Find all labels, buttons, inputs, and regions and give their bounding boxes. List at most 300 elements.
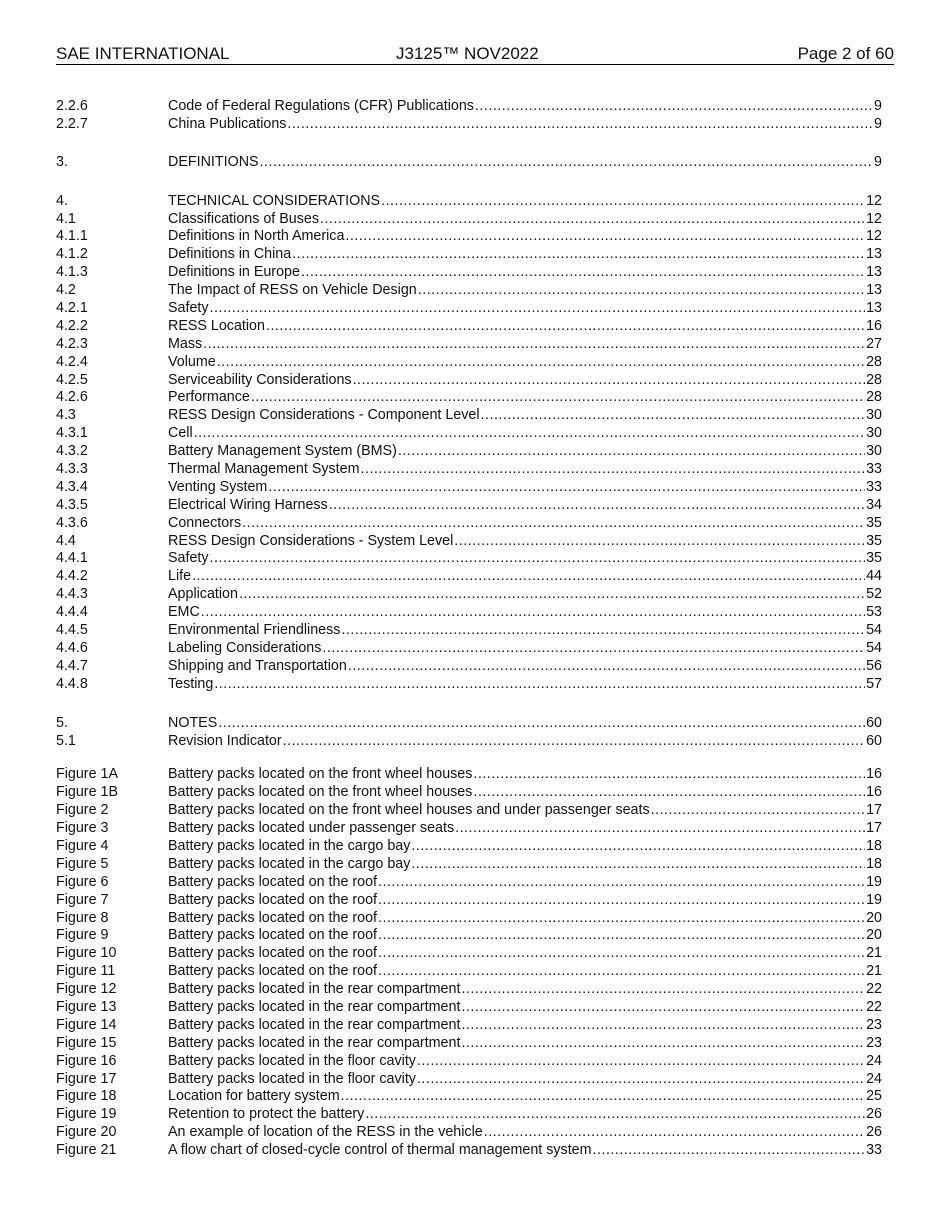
toc-entry-page: 53 (866, 604, 882, 621)
toc-entry-page: 22 (866, 981, 882, 998)
toc-entry-number: Figure 4 (56, 837, 109, 854)
toc-entry-title-wrap (168, 425, 865, 443)
toc-group (56, 766, 882, 1160)
toc-entry-title-wrap (168, 354, 865, 372)
dot-leader (651, 802, 865, 820)
toc-entry[interactable] (56, 622, 882, 640)
toc-entry-title-wrap (168, 1142, 865, 1160)
toc-entry-title-wrap (168, 389, 865, 407)
dot-leader (214, 676, 865, 694)
toc-entry-title: Labeling Considerations (168, 639, 322, 656)
toc-entry[interactable] (56, 1124, 882, 1142)
toc-entry-page: 12 (866, 192, 882, 209)
toc-entry-title-wrap (168, 802, 865, 820)
toc-entry-title: Battery packs located in the floor cavity (168, 1052, 416, 1069)
toc-entry-page: 21 (866, 945, 882, 962)
toc-entry-title-wrap (168, 622, 865, 640)
dot-leader (217, 354, 865, 372)
toc-entry-title-wrap (168, 766, 865, 784)
toc-entry-number: 4.4.4 (56, 604, 88, 621)
toc-entry-page: 19 (866, 873, 882, 890)
toc-entry-title-wrap (168, 604, 865, 622)
toc-entry-title-wrap (168, 264, 865, 282)
toc-entry-title-wrap (168, 372, 865, 390)
toc-entry-page: 16 (866, 784, 882, 801)
toc-entry-number: Figure 9 (56, 927, 109, 944)
toc-entry-title-wrap (168, 676, 865, 694)
toc-entry-number: 4.4.2 (56, 568, 88, 585)
toc-entry-title: EMC (168, 604, 200, 621)
toc-entry[interactable] (56, 425, 882, 443)
toc-entry-title-wrap (168, 568, 865, 586)
toc-entry[interactable] (56, 533, 882, 551)
toc-entry-title-wrap (168, 479, 865, 497)
toc-entry-title-wrap (168, 586, 865, 604)
toc-entry-page: 12 (866, 228, 882, 245)
toc-entry[interactable] (56, 443, 882, 461)
toc-entry[interactable] (56, 586, 882, 604)
toc-entry-number: Figure 19 (56, 1106, 117, 1123)
toc-entry-page: 54 (866, 639, 882, 656)
toc-entry-page: 25 (866, 1088, 882, 1105)
dot-leader (341, 622, 865, 640)
toc-entry-title: The Impact of RESS on Vehicle Design (168, 282, 417, 299)
dot-leader (329, 497, 865, 515)
toc-entry-title: Safety (168, 300, 209, 317)
toc-entry-page: 17 (866, 820, 882, 837)
dot-leader (203, 336, 865, 354)
toc-entry-number: 4.2.4 (56, 353, 88, 370)
toc-entry-number: 4.2.2 (56, 317, 88, 334)
toc-entry[interactable] (56, 892, 882, 910)
toc-entry-title: Battery packs located on the roof (168, 945, 378, 962)
toc-entry[interactable] (56, 874, 882, 892)
toc-entry-number: Figure 12 (56, 981, 117, 998)
toc-entry-title-wrap (168, 733, 865, 751)
toc-entry[interactable] (56, 676, 882, 694)
toc-entry-number: Figure 17 (56, 1070, 117, 1087)
toc-entry-title-wrap (168, 1035, 865, 1053)
toc-entry-title: Shipping and Transportation (168, 657, 347, 674)
dot-leader (251, 389, 865, 407)
toc-entry-number: 2.2.7 (56, 115, 88, 132)
toc-entry[interactable] (56, 193, 882, 211)
dot-leader (292, 246, 865, 264)
toc-entry[interactable] (56, 927, 882, 945)
toc-entry-number: Figure 6 (56, 873, 109, 890)
toc-entry-number: 5.1 (56, 732, 76, 749)
toc-entry-number: Figure 1A (56, 766, 118, 783)
toc-entry-number: 2.2.6 (56, 98, 88, 114)
toc-entry[interactable] (56, 407, 882, 425)
toc-entry-title-wrap (168, 211, 865, 229)
dot-leader (322, 640, 865, 658)
toc-entry-title: RESS Design Considerations - System Level (168, 532, 454, 549)
toc-entry-title: Battery packs located under passenger seats (168, 820, 455, 837)
dot-leader (260, 154, 873, 172)
toc-entry[interactable] (56, 1142, 882, 1160)
toc-entry[interactable] (56, 497, 882, 515)
toc-entry-number: 4.2.6 (56, 389, 88, 406)
toc-entry-number: 4.3.5 (56, 496, 88, 513)
dot-leader (218, 715, 865, 733)
toc-entry-page: 24 (866, 1052, 882, 1069)
dot-leader (283, 733, 865, 751)
toc-entry-title-wrap (168, 1088, 865, 1106)
toc-entry-title-wrap (168, 999, 865, 1017)
toc-entry-number: Figure 1B (56, 784, 118, 801)
dot-leader (461, 1017, 865, 1035)
toc-entry[interactable] (56, 98, 882, 116)
dot-leader (378, 945, 865, 963)
toc-entry-page: 13 (866, 264, 882, 281)
toc-entry[interactable] (56, 1017, 882, 1035)
toc-entry-title-wrap (168, 945, 865, 963)
toc-entry-page: 57 (866, 675, 882, 692)
toc-entry-title: Application (168, 586, 238, 603)
dot-leader (378, 874, 865, 892)
dot-leader (287, 116, 873, 134)
dot-leader (361, 461, 866, 479)
toc-entry[interactable] (56, 1071, 882, 1089)
toc-entry-title: Battery packs located on the front wheel houses (168, 766, 473, 783)
toc-entry[interactable] (56, 910, 882, 928)
toc-entry-number: 4. (56, 192, 68, 209)
toc-entry-number: Figure 10 (56, 945, 117, 962)
toc-entry-title: An example of location of the RESS in the vehicle (168, 1124, 483, 1141)
toc-entry-title: Safety (168, 550, 209, 567)
toc-entry-title: Code of Federal Regulations (CFR) Publications (168, 98, 474, 114)
toc-entry[interactable] (56, 568, 882, 586)
toc-entry[interactable] (56, 550, 882, 568)
toc-entry-title: Battery packs located on the front wheel houses and under passenger seats (168, 802, 650, 819)
toc-entry-page: 30 (866, 407, 882, 424)
toc-entry[interactable] (56, 658, 882, 676)
toc-entry[interactable] (56, 264, 882, 282)
page-number: Page 2 of 60 (797, 44, 894, 63)
toc-entry-title-wrap (168, 838, 865, 856)
toc-entry-page: 33 (866, 478, 882, 495)
toc-entry-page: 56 (866, 657, 882, 674)
toc-entry-title-wrap (168, 1053, 865, 1071)
toc-entry-title-wrap (168, 1071, 865, 1089)
toc-entry-title: Battery packs located in the rear compartment (168, 981, 461, 998)
toc-entry-page: 9 (874, 153, 882, 170)
dot-leader (378, 892, 865, 910)
dot-leader (455, 820, 865, 838)
dot-leader (353, 372, 866, 390)
toc-entry-page: 33 (866, 461, 882, 478)
toc-entry[interactable] (56, 282, 882, 300)
toc-entry-page: 30 (866, 425, 882, 442)
toc-entry[interactable] (56, 354, 882, 372)
toc-entry-number: Figure 3 (56, 820, 109, 837)
toc-group (56, 193, 882, 694)
dot-leader (411, 856, 865, 874)
toc-entry-number: 4.3.2 (56, 443, 88, 460)
toc-entry[interactable] (56, 838, 882, 856)
toc-entry[interactable] (56, 336, 882, 354)
toc-entry-title: Battery packs located in the cargo bay (168, 855, 411, 872)
toc-entry-title: Battery packs located on the roof (168, 927, 378, 944)
toc-entry-title-wrap (168, 1017, 865, 1035)
toc-entry[interactable] (56, 461, 882, 479)
toc-entry-number: Figure 7 (56, 891, 109, 908)
dot-leader (210, 300, 866, 318)
toc-entry-title-wrap (168, 533, 865, 551)
toc-entry-title-wrap (168, 443, 865, 461)
dot-leader (201, 604, 865, 622)
dot-leader (266, 318, 865, 336)
toc-group (56, 715, 882, 751)
toc-entry[interactable] (56, 479, 882, 497)
toc-entry[interactable] (56, 372, 882, 390)
toc-entry[interactable] (56, 945, 882, 963)
toc-entry-title: Testing (168, 675, 214, 692)
toc-entry-page: 20 (866, 909, 882, 926)
toc-entry-page: 34 (866, 496, 882, 513)
toc-entry-page: 23 (866, 1016, 882, 1033)
toc-entry-title-wrap (168, 461, 865, 479)
toc-entry-title-wrap (168, 300, 865, 318)
toc-entry-page: 35 (866, 550, 882, 567)
toc-entry-title: Connectors (168, 514, 242, 531)
dot-leader (345, 228, 865, 246)
toc-entry[interactable] (56, 856, 882, 874)
toc-entry-number: 4.3.6 (56, 514, 88, 531)
toc-entry-title-wrap (168, 1124, 865, 1142)
toc-entry-title-wrap (168, 228, 865, 246)
toc-entry-number: Figure 14 (56, 1016, 117, 1033)
toc-entry-title-wrap (168, 1106, 865, 1124)
dot-leader (461, 1035, 865, 1053)
dot-leader (242, 515, 865, 533)
toc-entry[interactable] (56, 604, 882, 622)
toc-entry-page: 20 (866, 927, 882, 944)
toc-entry[interactable] (56, 389, 882, 407)
toc-entry[interactable] (56, 766, 882, 784)
toc-entry-title: Battery packs located on the roof (168, 873, 378, 890)
toc-entry-title: RESS Location (168, 317, 265, 334)
toc-group (56, 154, 882, 172)
toc-entry[interactable] (56, 784, 882, 802)
toc-entry-number: Figure 18 (56, 1088, 117, 1105)
toc-entry-title: TECHNICAL CONSIDERATIONS (168, 192, 381, 209)
toc-entry-title-wrap (168, 658, 865, 676)
toc-entry-page: 60 (866, 732, 882, 749)
toc-entry-title: Definitions in China (168, 246, 292, 263)
toc-entry-page: 18 (866, 855, 882, 872)
dot-leader (378, 927, 865, 945)
toc-entry[interactable] (56, 733, 882, 751)
toc-entry-page: 16 (866, 317, 882, 334)
toc-entry-title: Electrical Wiring Harness (168, 496, 328, 513)
toc-entry[interactable] (56, 981, 882, 999)
toc-entry-page: 28 (866, 353, 882, 370)
toc-entry[interactable] (56, 318, 882, 336)
toc-entry-page: 23 (866, 1034, 882, 1051)
toc-entry-title: Battery packs located in the rear compartment (168, 998, 461, 1015)
toc-entry[interactable] (56, 963, 882, 981)
toc-entry-page: 28 (866, 371, 882, 388)
toc-entry-number: 4.1.3 (56, 264, 88, 281)
toc-entry[interactable] (56, 1035, 882, 1053)
toc-entry-page: 44 (866, 568, 882, 585)
toc-entry-title-wrap (168, 550, 865, 568)
toc-entry[interactable] (56, 1053, 882, 1071)
dot-leader (484, 1124, 865, 1142)
toc-entry-number: Figure 21 (56, 1142, 117, 1159)
toc-entry-number: Figure 11 (56, 963, 116, 980)
toc-entry[interactable] (56, 246, 882, 264)
dot-leader (417, 1053, 865, 1071)
toc-entry-number: 4.3.3 (56, 461, 88, 478)
dot-leader (473, 766, 865, 784)
toc-entry-page: 9 (874, 98, 882, 114)
dot-leader (210, 550, 866, 568)
table-of-contents (56, 98, 882, 1160)
toc-entry-number: 4.1.2 (56, 246, 88, 263)
toc-entry-page: 12 (866, 210, 882, 227)
toc-entry-number: 4.4.1 (56, 550, 88, 567)
toc-entry-title-wrap (168, 336, 865, 354)
toc-entry[interactable] (56, 515, 882, 533)
dot-leader (239, 586, 865, 604)
dot-leader (194, 425, 865, 443)
toc-entry-title-wrap (168, 910, 865, 928)
toc-entry-title: Performance (168, 389, 250, 406)
toc-entry[interactable] (56, 802, 882, 820)
dot-leader (475, 98, 873, 116)
toc-entry-number: 4.4.7 (56, 657, 88, 674)
toc-entry-page: 19 (866, 891, 882, 908)
toc-entry[interactable] (56, 211, 882, 229)
toc-entry-page: 52 (866, 586, 882, 603)
publisher-name: SAE INTERNATIONAL (56, 44, 230, 63)
toc-entry-number: 4.3.4 (56, 478, 88, 495)
toc-entry-title: Classifications of Buses (168, 210, 319, 227)
toc-entry-number: 4.4.8 (56, 675, 88, 692)
toc-entry-title-wrap (168, 497, 865, 515)
toc-entry-title: Battery packs located in the cargo bay (168, 837, 411, 854)
toc-entry[interactable] (56, 1106, 882, 1124)
dot-leader (461, 999, 865, 1017)
toc-entry-title-wrap (168, 981, 865, 999)
toc-entry-title-wrap (168, 407, 865, 425)
toc-entry-number: Figure 13 (56, 998, 117, 1015)
toc-entry-number: 4.1.1 (56, 228, 88, 245)
toc-entry-number: 4.4.5 (56, 622, 88, 639)
toc-entry-page: 13 (866, 282, 882, 299)
toc-entry-title: Cell (168, 425, 193, 442)
toc-entry-title: A flow chart of closed-cycle control of thermal management system (168, 1142, 592, 1159)
toc-entry[interactable] (56, 116, 882, 134)
toc-entry-title: Venting System (168, 478, 268, 495)
toc-entry-number: 4.4.3 (56, 586, 88, 603)
toc-entry-title: Battery packs located on the roof (168, 963, 378, 980)
toc-entry-page: 13 (866, 246, 882, 263)
toc-entry-page: 26 (866, 1106, 882, 1123)
dot-leader (481, 407, 866, 425)
dot-leader (301, 264, 865, 282)
toc-entry[interactable] (56, 640, 882, 658)
toc-entry-title: DEFINITIONS (168, 153, 259, 170)
dot-leader (378, 963, 865, 981)
toc-entry-number: Figure 20 (56, 1124, 117, 1141)
toc-entry-number: 4.4.6 (56, 639, 88, 656)
toc-entry-number: 4.3.1 (56, 425, 88, 442)
dot-leader (473, 784, 865, 802)
toc-group (56, 98, 882, 134)
toc-entry-page: 35 (866, 532, 882, 549)
toc-entry-title: Mass (168, 335, 203, 352)
toc-entry-title: Battery packs located on the roof (168, 891, 378, 908)
toc-entry-number: 4.2.1 (56, 300, 88, 317)
dot-leader (268, 479, 865, 497)
toc-entry-page: 21 (866, 963, 882, 980)
toc-entry-title-wrap (168, 856, 865, 874)
toc-entry-title: NOTES (168, 714, 218, 731)
toc-entry[interactable] (56, 1088, 882, 1106)
toc-entry-title: Environmental Friendliness (168, 622, 341, 639)
dot-leader (381, 193, 865, 211)
toc-entry-title-wrap (168, 874, 865, 892)
toc-entry-title-wrap (168, 927, 865, 945)
dot-leader (593, 1142, 866, 1160)
toc-entry[interactable] (56, 228, 882, 246)
dot-leader (398, 443, 865, 461)
toc-entry-page: 54 (866, 622, 882, 639)
toc-entry-page: 17 (866, 802, 882, 819)
toc-entry-number: 4.1 (56, 210, 76, 227)
toc-entry[interactable] (56, 820, 882, 838)
toc-entry-title: Retention to protect the battery (168, 1106, 365, 1123)
toc-entry-number: 3. (56, 153, 68, 170)
toc-entry[interactable] (56, 300, 882, 318)
toc-entry-title: RESS Design Considerations - Component Level (168, 407, 480, 424)
toc-entry-number: Figure 2 (56, 802, 109, 819)
toc-entry-title-wrap (168, 892, 865, 910)
toc-entry-title: Definitions in Europe (168, 264, 300, 281)
toc-entry-number: 4.2 (56, 282, 76, 299)
toc-entry-page: 18 (866, 837, 882, 854)
toc-entry-page: 30 (866, 443, 882, 460)
toc-entry-title: Battery Management System (BMS) (168, 443, 397, 460)
toc-entry-title: Volume (168, 353, 216, 370)
toc-entry[interactable] (56, 999, 882, 1017)
dot-leader (341, 1088, 865, 1106)
toc-entry-title-wrap (168, 515, 865, 533)
toc-entry-title-wrap (168, 154, 873, 172)
dot-leader (365, 1106, 865, 1124)
toc-entry-title-wrap (168, 820, 865, 838)
toc-entry-title: Battery packs located in the rear compartment (168, 1034, 461, 1051)
toc-entry-number: Figure 5 (56, 855, 109, 872)
toc-entry-title: Serviceability Considerations (168, 371, 352, 388)
toc-entry-number: Figure 15 (56, 1034, 117, 1051)
toc-entry-title: China Publications (168, 115, 287, 132)
toc-entry-number: 4.3 (56, 407, 76, 424)
toc-entry-number: Figure 16 (56, 1052, 117, 1069)
toc-entry-page: 33 (866, 1142, 882, 1159)
toc-entry-title: Location for battery system (168, 1088, 340, 1105)
toc-entry[interactable] (56, 154, 882, 172)
toc-entry[interactable] (56, 715, 882, 733)
toc-entry-title-wrap (168, 318, 865, 336)
toc-entry-page: 13 (866, 300, 882, 317)
toc-entry-title: Battery packs located in the rear compartment (168, 1016, 461, 1033)
toc-entry-title: Life (168, 568, 192, 585)
